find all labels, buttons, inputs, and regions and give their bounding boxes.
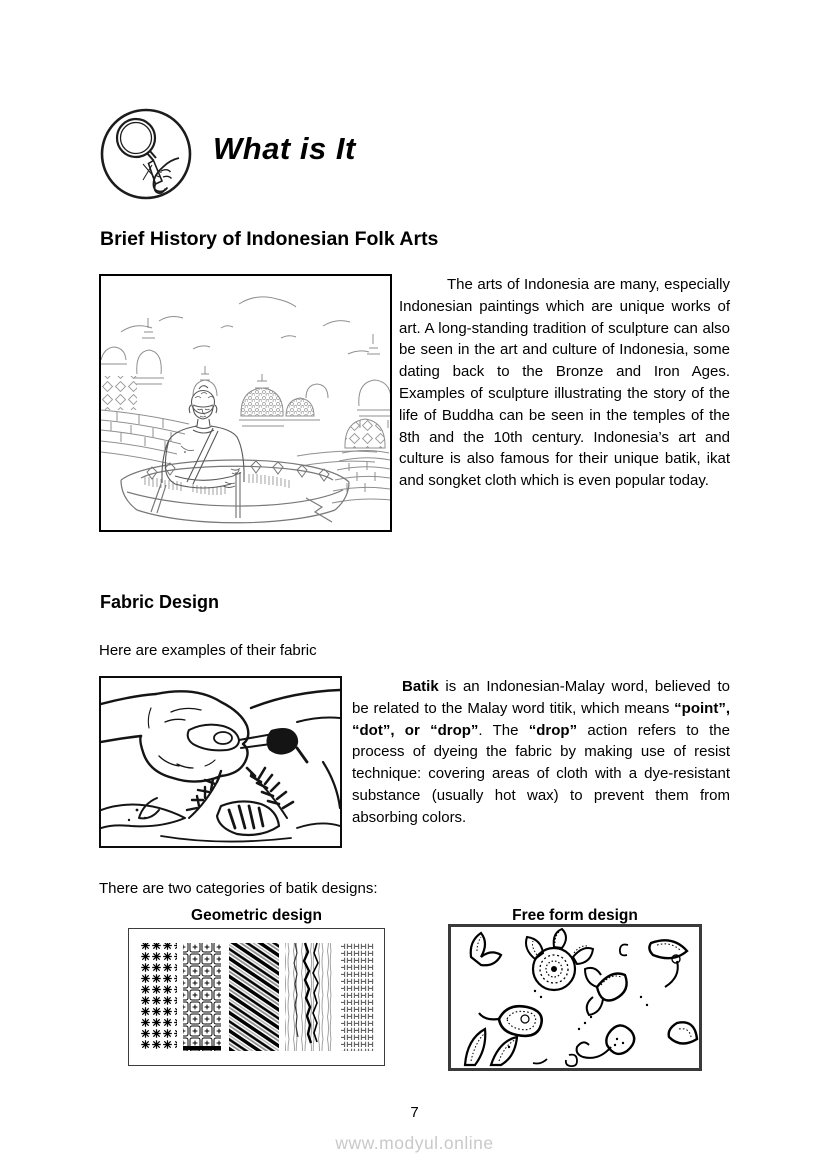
header [99,107,730,201]
batik-bold-meanings: “point”, “dot”, or “drop” [352,699,730,739]
geometric-pattern-image [128,928,385,1066]
freeform-pattern-image [448,924,702,1071]
freeform-design-figure [448,907,702,1071]
history-paragraph: The arts of Indonesia are many, especially Indonesian paintings which are unique works of art. A long-standing tradition of sculpture can also be seen in the art and culture of Indonesia, some dating back to the Bronze and Iron Ages. Examples of sculpture illustrating the story of the life of Buddha can be seen in the temples of the 8th and the 10th century. Indonesia’s art and culture is also famous for their unique batik, ikat and songket cloth which is even popular today. [399,276,730,490]
freeform-design-label: Free form design [512,907,638,924]
fabric-section [99,676,730,848]
page-title: What is It [213,131,356,166]
batik-bold-term: Batik [402,678,439,695]
watermark-text: www.modyul.online [335,1133,494,1153]
design-examples [99,907,730,1071]
history-section [99,274,730,532]
page-number: 7 [410,1104,419,1121]
categories-intro: There are two categories of batik designs: [99,880,378,897]
history-heading: Brief History of Indonesian Folk Arts [100,228,439,250]
magnifying-glass-hand-icon [99,107,193,201]
batik-hands-illustration [99,676,342,848]
fabric-heading: Fabric Design [100,592,220,612]
page-footer [99,1104,730,1154]
geometric-design-label: Geometric design [191,907,322,924]
batik-bold-drop: “drop” [528,721,578,739]
fabric-intro: Here are examples of their fabric [99,642,317,659]
borobudur-illustration [99,274,392,532]
batik-paragraph: Batik is an Indonesian-Malay word, believed to be related to the Malay word titik, which means “point”, “dot”, or “drop”. The “drop” action refers to the process of dyeing the fabric by making use of resist technique: covering areas of cloth with a dye-resistant substance (usually hot wax) to prevent them from absorbing colors. [352,678,730,826]
geometric-design-figure [128,907,385,1071]
